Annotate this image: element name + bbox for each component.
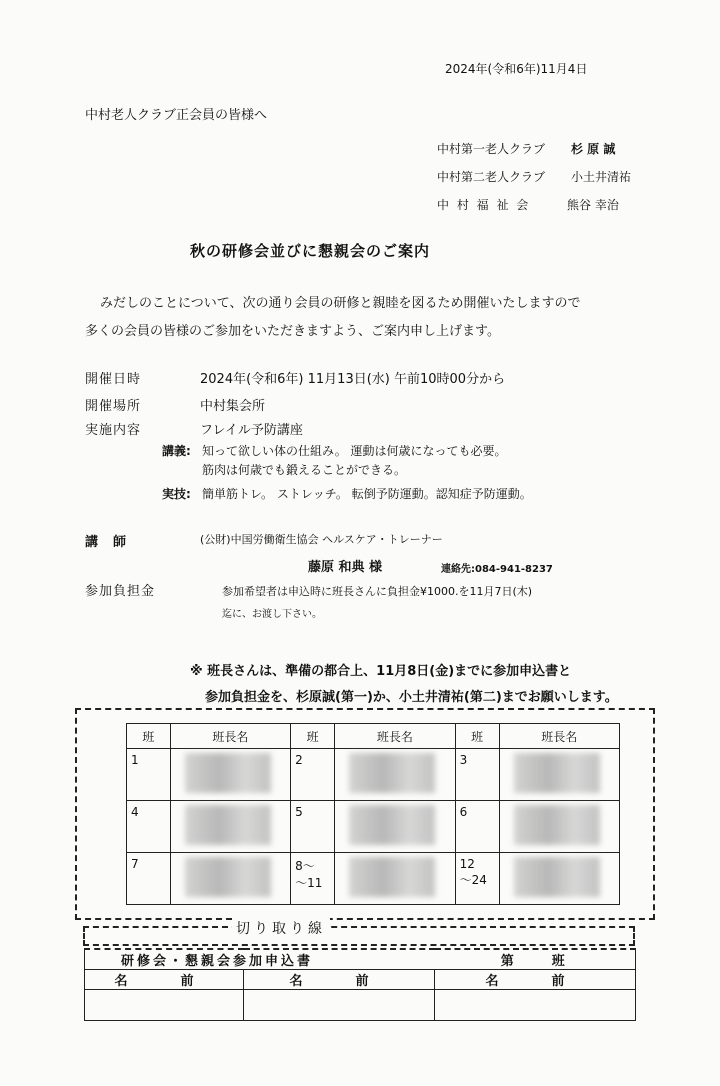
application-subheader-row xyxy=(85,970,636,990)
header-leader: 班長名 xyxy=(335,724,455,749)
name-input-1[interactable] xyxy=(85,990,244,1021)
sender-name-3: 熊谷 幸治 xyxy=(567,198,619,212)
place-value: 中村集会所 xyxy=(200,399,266,414)
sender-name-2: 小土井清祐 xyxy=(571,170,632,184)
group-number: 5 xyxy=(291,801,335,853)
table-row xyxy=(127,801,620,853)
sender-org-3: 中 村 福 祉 会 xyxy=(437,198,531,212)
header-leader: 班長名 xyxy=(170,724,290,749)
addressee: 中村老人クラブ正会員の皆様へ xyxy=(85,108,268,123)
table-header-row xyxy=(127,724,620,749)
application-form xyxy=(84,948,636,1021)
place-label: 開催場所 xyxy=(85,399,142,414)
header-leader: 班長名 xyxy=(499,724,619,749)
group-leader-table xyxy=(126,723,620,905)
group-number: 7 xyxy=(127,853,171,905)
sender-org-1: 中村第一老人クラブ xyxy=(437,142,546,156)
application-header-row xyxy=(85,949,636,970)
group-number: 2 xyxy=(291,749,335,801)
practice-value: 簡単筋トレ。 ストレッチ。 転倒予防運動。認知症予防運動。 xyxy=(202,487,532,501)
instructor-org: (公財)中国労働衛生協会 ヘルスケア・トレーナー xyxy=(200,533,443,546)
instructor-name: 藤原 和典 様 xyxy=(308,560,383,575)
header-group: 班 xyxy=(455,724,499,749)
group-number: 3 xyxy=(455,749,499,801)
name-header: 名 前 xyxy=(435,970,636,990)
name-header: 名 前 xyxy=(244,970,435,990)
header-group: 班 xyxy=(291,724,335,749)
leader-name-redacted xyxy=(170,801,290,853)
cut-line-label: 切り取り線 xyxy=(232,918,330,938)
fee-label: 参加負担金 xyxy=(85,584,156,599)
note-line-2: 参加負担金を、杉原誠(第一)か、小土井清祐(第二)までお願いします。 xyxy=(205,690,618,705)
application-title: 研修会・懇親会参加申込書 xyxy=(85,949,435,970)
group-number: 1 xyxy=(127,749,171,801)
leader-name-redacted xyxy=(499,749,619,801)
note-line-1: ※ 班長さんは、準備の都合上、11月8日(金)までに参加申込書と xyxy=(190,664,572,679)
page-title: 秋の研修会並びに懇親会のご案内 xyxy=(190,242,431,260)
leader-name-redacted xyxy=(499,853,619,905)
group-number: 6 xyxy=(455,801,499,853)
leader-name-redacted xyxy=(335,801,455,853)
application-input-row xyxy=(85,990,636,1021)
practice-label: 実技: xyxy=(162,487,191,501)
group-number-field: 第 班 xyxy=(435,949,636,970)
table-row xyxy=(127,749,620,801)
group-number: 8〜 〜11 xyxy=(291,853,335,905)
sender-org-2: 中村第二老人クラブ xyxy=(437,170,546,184)
intro-line-2: 多くの会員の皆様のご参加をいただきますよう、ご案内申し上げます。 xyxy=(85,324,500,339)
instructor-contact: 連絡先:084-941-8237 xyxy=(441,564,553,575)
fee-line-2: 迄に、お渡し下さい。 xyxy=(222,609,322,620)
instructor-label: 講 師 xyxy=(85,535,128,550)
leader-name-redacted xyxy=(499,801,619,853)
leader-name-redacted xyxy=(335,853,455,905)
fee-line-1: 参加希望者は申込時に班長さんに負担金¥1000.を11月7日(木) xyxy=(222,585,533,598)
leader-name-redacted xyxy=(170,853,290,905)
lecture-line-1: 知って欲しい体の仕組み。 運動は何歳になっても必要。 xyxy=(202,444,507,458)
datetime-label: 開催日時 xyxy=(85,372,142,387)
sender-name-1: 杉 原 誠 xyxy=(571,142,616,156)
group-number: 12 〜24 xyxy=(455,853,499,905)
leader-name-redacted xyxy=(335,749,455,801)
cut-line-box xyxy=(83,926,635,946)
table-row xyxy=(127,853,620,905)
header-group: 班 xyxy=(127,724,171,749)
datetime-value: 2024年(令和6年) 11月13日(水) 午前10時00分から xyxy=(200,372,506,387)
issue-date: 2024年(令和6年)11月4日 xyxy=(445,62,588,76)
leader-name-redacted xyxy=(170,749,290,801)
intro-line-1: みだしのことについて、次の通り会員の研修と親睦を図るため開催いたしますので xyxy=(100,296,581,311)
name-input-3[interactable] xyxy=(435,990,636,1021)
name-header: 名 前 xyxy=(85,970,244,990)
group-number: 4 xyxy=(127,801,171,853)
name-input-2[interactable] xyxy=(244,990,435,1021)
content-value: フレイル予防講座 xyxy=(200,423,303,438)
content-label: 実施内容 xyxy=(85,423,142,438)
lecture-line-2: 筋肉は何歳でも鍛えることができる。 xyxy=(202,463,407,477)
lecture-label: 講義: xyxy=(162,444,191,458)
